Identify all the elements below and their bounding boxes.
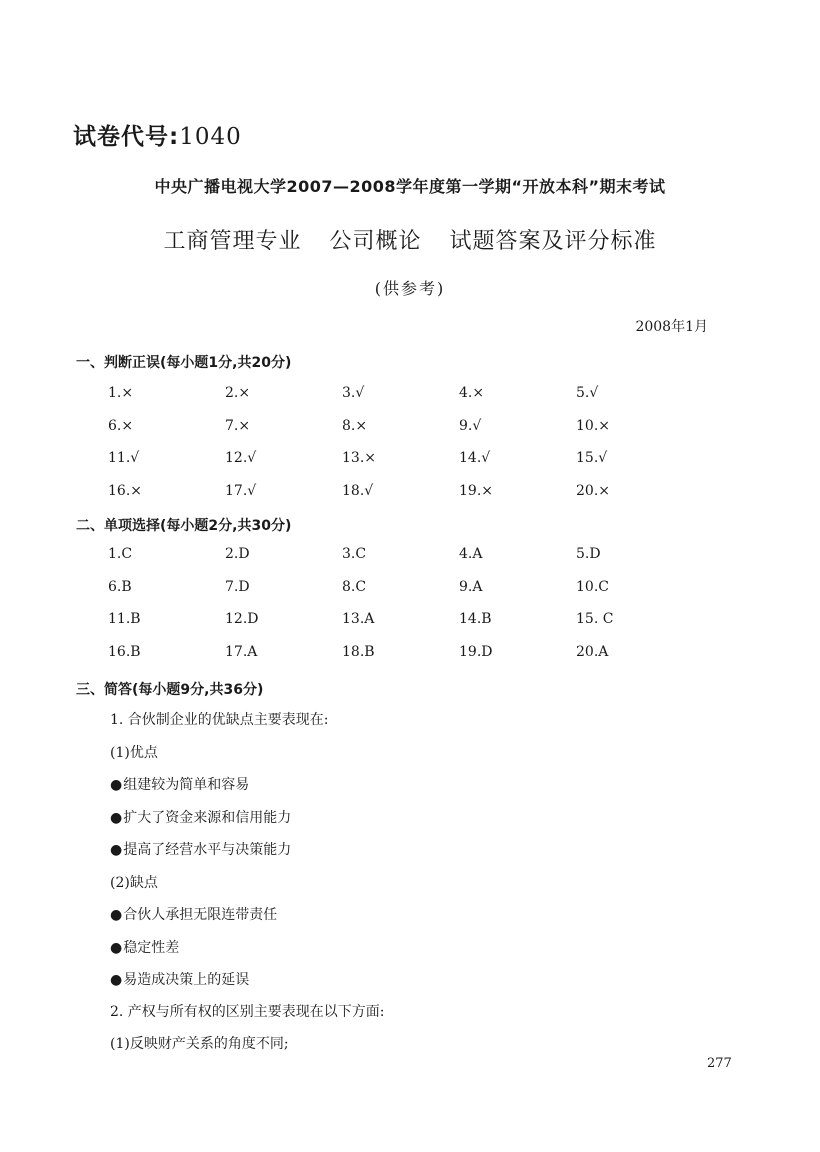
section-heading-true-false: 一、判断正误(每小题1分,共20分) <box>76 355 292 371</box>
single-choice-answer-grid <box>108 538 708 668</box>
answer-item: 8.× <box>342 417 368 434</box>
answer-item: 12.D <box>225 611 259 627</box>
answer-item: 3.C <box>342 546 367 562</box>
exam-title: 中央广播电视大学2007—2008学年度第一学期“开放本科”期末考试 <box>154 177 666 196</box>
answer-item: 15. C <box>576 611 614 627</box>
answer-item: 11.√ <box>108 450 140 466</box>
answer-item: 11.B <box>108 611 141 627</box>
answer-item: 6.× <box>108 417 134 434</box>
exam-date: 2008年1月 <box>635 319 708 335</box>
answer-item: 3.√ <box>342 385 365 401</box>
disadvantage-item: ● 稳定性差 <box>110 937 179 957</box>
subject-title <box>0 224 820 255</box>
question-2-intro: 2. 产权与所有权的区别主要表现在以下方面: <box>110 1004 385 1020</box>
disadvantage-item: ● 合伙人承担无限连带责任 <box>110 904 277 924</box>
reference-note: (供参考) <box>374 279 446 298</box>
answer-item: 20.× <box>576 482 610 499</box>
answer-item: 2.D <box>225 546 250 562</box>
answer-item: 17.A <box>225 643 258 660</box>
answer-item: 20.A <box>576 643 609 660</box>
answer-item: 19.D <box>459 643 493 660</box>
disadvantages-label: (2)缺点 <box>110 875 158 891</box>
answer-item: 16.× <box>108 482 142 499</box>
answer-item: 2.× <box>225 385 251 401</box>
answer-item: 19.× <box>459 482 493 499</box>
answer-item: 5.√ <box>576 385 599 401</box>
answer-item: 1.× <box>108 385 134 401</box>
answer-item: 13.× <box>342 450 376 466</box>
answer-item: 4.A <box>459 546 483 562</box>
answer-item: 8.C <box>342 578 367 595</box>
true-false-answer-grid <box>108 377 708 507</box>
answer-item: 7.D <box>225 578 250 595</box>
answer-item: 18.√ <box>342 482 374 499</box>
answer-item: 5.D <box>576 546 601 562</box>
disadvantage-item: ● 易造成决策上的延误 <box>110 969 249 989</box>
answer-item: 7.× <box>225 417 251 434</box>
answer-item: 14.√ <box>459 450 491 466</box>
advantage-item: ● 提高了经营水平与决策能力 <box>110 839 291 859</box>
document-type: 试题答案及评分标准 <box>449 229 657 254</box>
question-2-point-1: (1)反映财产关系的角度不同; <box>110 1036 289 1052</box>
advantage-item: ● 组建较为简单和容易 <box>110 774 249 794</box>
answer-item: 14.B <box>459 611 492 627</box>
answer-item: 10.C <box>576 578 609 595</box>
page-number: 277 <box>707 1056 732 1071</box>
paper-code-value: 1040 <box>179 124 242 150</box>
answer-item: 6.B <box>108 578 132 595</box>
answer-item: 17.√ <box>225 482 257 499</box>
section-heading-single-choice: 二、单项选择(每小题2分,共30分) <box>76 518 292 534</box>
answer-item: 16.B <box>108 643 141 660</box>
answer-item: 15.√ <box>576 450 608 466</box>
advantage-item: ● 扩大了资金来源和信用能力 <box>110 807 291 827</box>
section-heading-short-answer: 三、简答(每小题9分,共36分) <box>76 682 264 698</box>
answer-item: 4.× <box>459 385 485 401</box>
paper-code-label: 试卷代号: <box>73 124 180 150</box>
course-name: 公司概论 <box>329 229 422 254</box>
answer-item: 18.B <box>342 643 375 660</box>
answer-item: 9.√ <box>459 417 482 434</box>
question-1-intro: 1. 合伙制企业的优缺点主要表现在: <box>110 712 329 728</box>
paper-code <box>73 118 242 151</box>
answer-item: 9.A <box>459 578 483 595</box>
major-name: 工商管理专业 <box>163 229 302 254</box>
answer-item: 12.√ <box>225 450 257 466</box>
answer-item: 1.C <box>108 546 133 562</box>
answer-item: 10.× <box>576 417 610 434</box>
advantages-label: (1)优点 <box>110 745 158 761</box>
answer-item: 13.A <box>342 611 375 627</box>
